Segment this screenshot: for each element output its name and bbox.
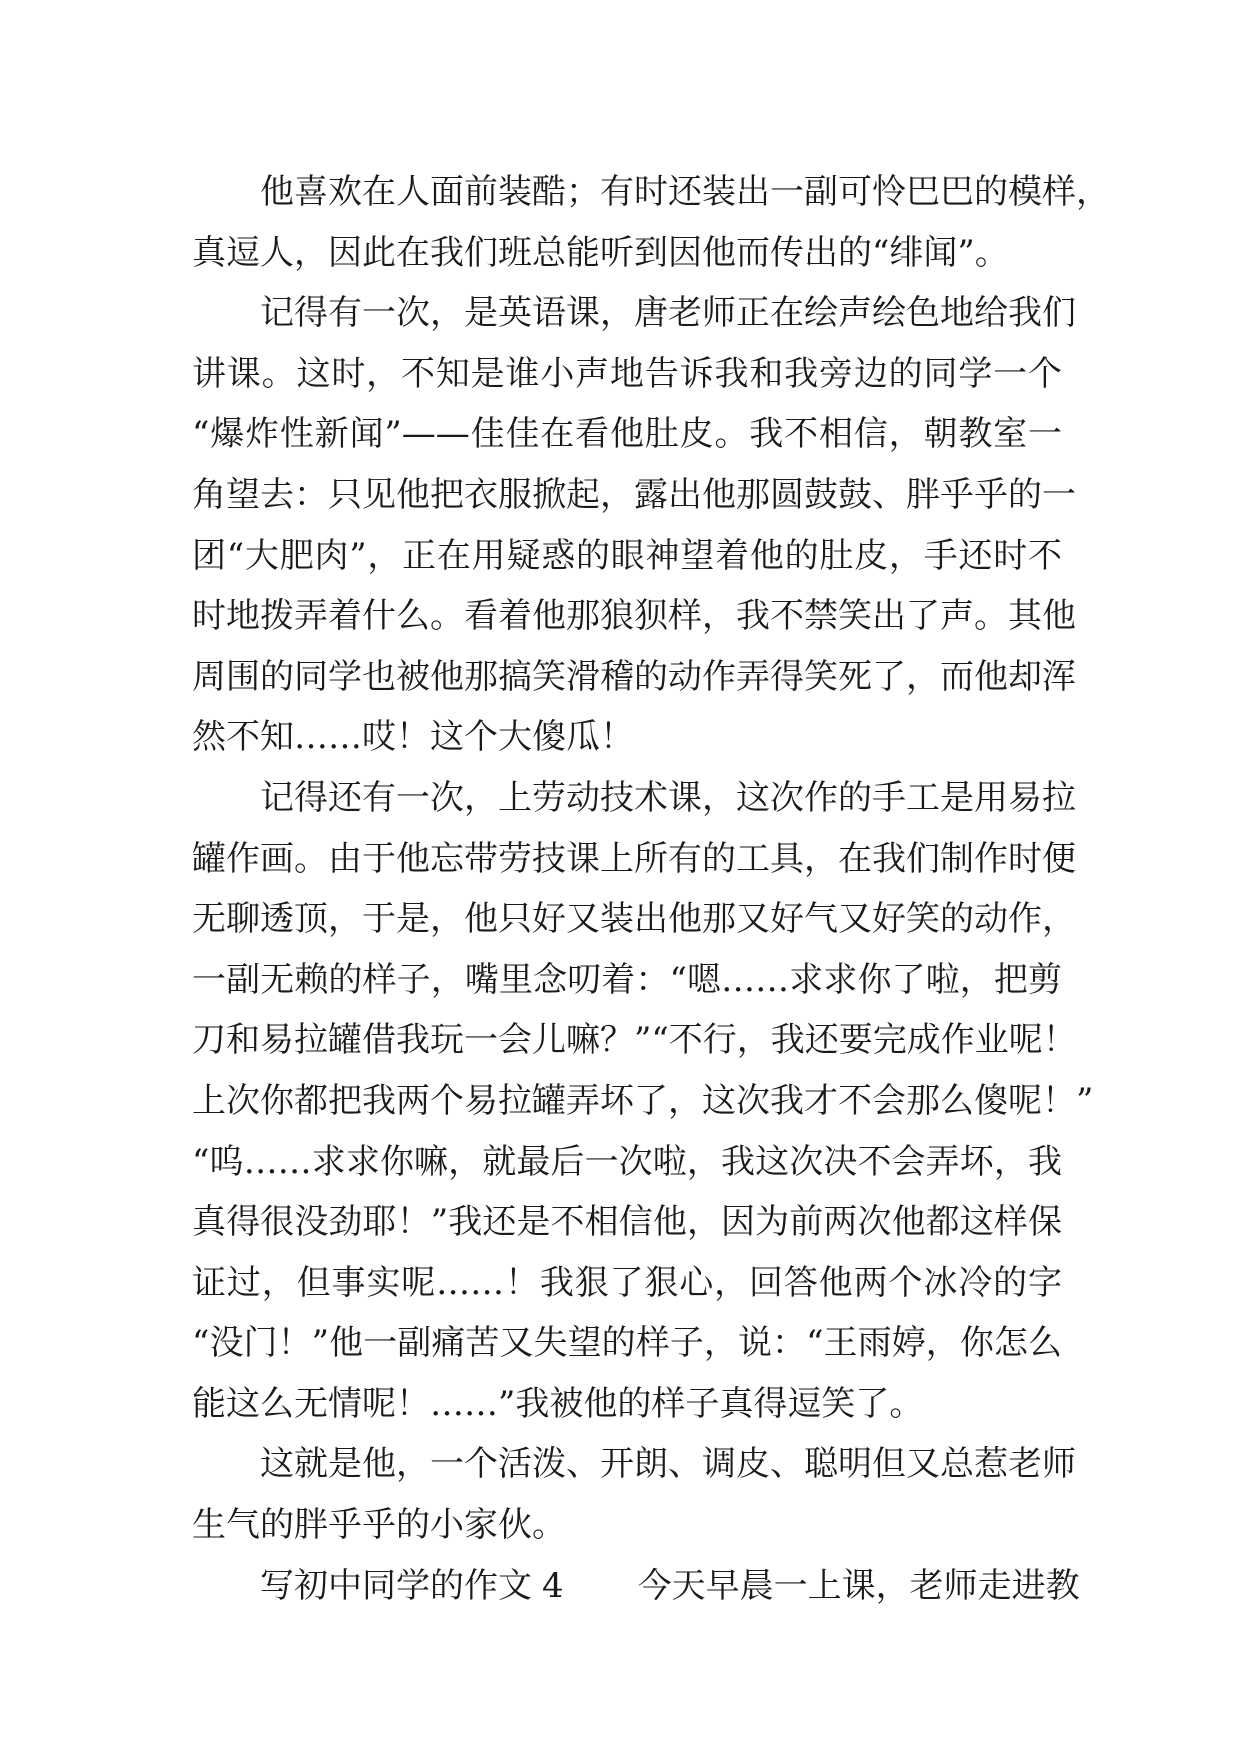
text-line: 时地拨弄着什么。看着他那狼狈样，我不禁笑出了声。其他 xyxy=(192,596,1076,637)
section-heading-line xyxy=(192,1556,1080,1617)
text-line: 记得有一次，是英语课，唐老师正在绘声绘色地给我们 xyxy=(260,293,1076,334)
text-line: 然不知……哎！这个大傻瓜！ xyxy=(192,717,634,758)
text-line: 他喜欢在人面前装酷；有时还装出一副可怜巴巴的模样， xyxy=(260,172,1110,212)
text-line: 罐作画。由于他忘带劳技课上所有的工具，在我们制作时便 xyxy=(192,838,1076,879)
text-line: 真得很没劲耶！”我还是不相信他，因为前两次他都这样保 xyxy=(192,1202,1062,1243)
text-line: “呜……求求你嘛，就最后一次啦，我这次决不会弄坏，我 xyxy=(192,1141,1062,1182)
text-line: 角望去：只见他把衣服掀起，露出他那圆鼓鼓、胖乎乎的一 xyxy=(192,474,1076,515)
text-line: “爆炸性新闻”——佳佳在看他肚皮。我不相信，朝教室一 xyxy=(192,414,1062,455)
text-line: 真逗人，因此在我们班总能听到因他而传出的“绯闻”。 xyxy=(192,232,1009,273)
text-line: 这就是他，一个活泼、开朗、调皮、聪明但又总惹老师 xyxy=(260,1444,1076,1485)
text-line: 周围的同学也被他那搞笑滑稽的动作弄得笑死了，而他却浑 xyxy=(192,656,1076,697)
section-continuation-text: 今天早晨一上课，老师走进教 xyxy=(637,1565,1080,1606)
text-line: 生气的胖乎乎的小家伙。 xyxy=(192,1505,566,1546)
text-line: 上次你都把我两个易拉罐弄坏了，这次我才不会那么傻呢！” xyxy=(192,1080,1094,1121)
text-line: 记得还有一次，上劳动技术课，这次作的手工是用易拉 xyxy=(260,777,1076,818)
text-line: 一副无赖的样子，嘴里念叨着：“嗯……求求你了啦，把剪 xyxy=(192,959,1062,1000)
text-line: 团“大肥肉”，正在用疑惑的眼神望着他的肚皮，手还时不 xyxy=(192,535,1062,576)
text-line: 刀和易拉罐借我玩一会儿嘛？”“不行，我还要完成作业呢！ xyxy=(192,1020,1077,1061)
text-line: “没门！”他一副痛苦又失望的样子，说：“王雨婷，你怎么 xyxy=(192,1323,1062,1364)
section-number: 4 xyxy=(542,1565,564,1606)
essay-body xyxy=(192,162,1110,1616)
text-line: 能这么无情呢！……”我被他的样子真得逗笑了。 xyxy=(192,1383,924,1424)
section-title: 写初中同学的作文 xyxy=(260,1565,532,1606)
text-line: 证过，但事实呢……！我狠了狠心，回答他两个冰冷的字 xyxy=(192,1262,1062,1303)
text-line: 无聊透顶，于是，他只好又装出他那又好气又好笑的动作， xyxy=(192,899,1076,940)
text-line: 讲课。这时，不知是谁小声地告诉我和我旁边的同学一个 xyxy=(192,353,1062,394)
